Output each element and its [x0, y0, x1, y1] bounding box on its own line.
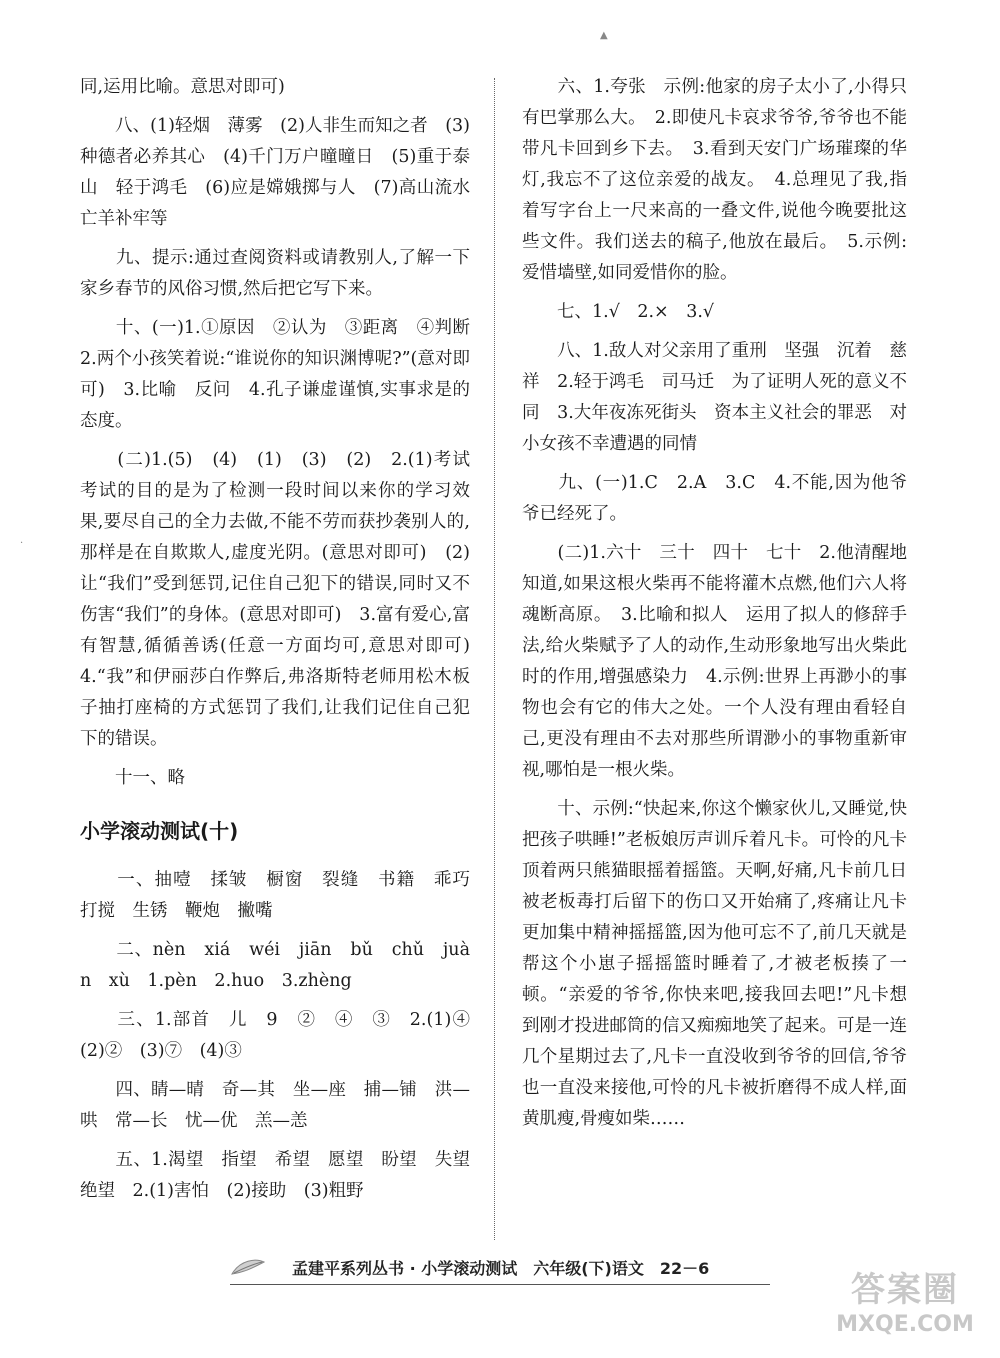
answer-paragraph: 九、提示:通过查阅资料或请教别人,了解一下家乡春节的风俗习惯,然后把它写下来。 — [80, 248, 470, 299]
answer-paragraph: 五、1.渴望 指望 希望 愿望 盼望 失望 绝望 2.(1)害怕 (2)接助 (3)粗野 — [80, 1150, 488, 1201]
answer-paragraph: (二)1.(5) (4) (1) (3) (2) 2.(1)考试 考试的目的是为了检测一段时间以来你的学习效果,要尽自己的全力去做,不能不劳而获抄袭别人的,那样是在自欺欺人,虚度光阴。(意思对即可) (2)让“我们”受到惩罚,记住自己犯下的错误,同时又不伤害“我们”的身体。(意思对即可) 3.富有爱心,富有智慧,循循善诱(任意一方面均可,意思对即可) 4.“我”和伊丽莎白作弊后,弗洛斯特老师用松木板子抽打座椅的方式惩罚了我们,让我们记住自己犯下的错误。 — [80, 450, 488, 749]
answer-paragraph: 九、(一)1.C 2.A 3.C 4.不能,因为他爷爷已经死了。 — [522, 473, 907, 524]
answer-paragraph: 八、(1)轻烟 薄雾 (2)人非生而知之者 (3)种德者必养其心 (4)千门万户曈曈日 (5)重于泰山 轻于鸿毛 (6)应是嫦娥掷与人 (7)高山流水 亡羊补牢等 — [80, 116, 488, 229]
answer-paragraph: 一、抽噎 揉皱 橱窗 裂缝 书籍 乖巧 打搅 生锈 鞭炮 撇嘴 — [80, 870, 488, 921]
answer-paragraph: 十、示例:“快起来,你这个懒家伙儿,又睡觉,快把孩子哄睡!”老板娘厉声训斥着凡卡。可怜的凡卡顶着两只熊猫眼摇着摇篮。天啊,好痛,凡卡前几日被老板毒打后留下的伤口又开始痛了,疼痛让凡卡更加集中精神摇摇篮,因为他可忘不了,前几天就是帮这个小崽子摇摇篮时睡着了,才被老板揍了一顿。“亲爱的爷爷,你快来吧,接我回去吧!”凡卡想到刚才投进邮筒的信又痴痴地笑了起来。可是一连几个星期过去了,凡卡一直没收到爷爷的回信,爷爷也一直没来接他,可怜的凡卡被折磨得不成人样,面黄肌瘦,骨瘦如柴…… — [522, 799, 907, 1129]
top-mark: ▲ — [600, 30, 608, 41]
answer-paragraph: 四、睛—晴 奇—其 坐—座 捕—铺 洪—哄 常—长 忧—优 羔—恙 — [80, 1080, 470, 1131]
watermark-sub: MXQE.COM — [836, 1312, 974, 1337]
page-footer — [230, 1252, 810, 1282]
answer-paragraph: 七、1.√ 2.× 3.√ — [522, 302, 715, 322]
side-mark: · — [20, 538, 24, 549]
leaf-logo-icon — [230, 1256, 266, 1278]
footer-rule — [230, 1284, 770, 1285]
answer-paragraph: 十、(一)1.①原因 ②认为 ③距离 ④判断 2.两个小孩笑着说:“谁说你的知识渊博呢?”(意对即可) 3.比喻 反问 4.孔子谦虚谨慎,实事求是的态度。 — [80, 318, 488, 431]
footer-text: 孟建平系列丛书 · 小学滚动测试 六年级(下)语文 22－6 — [292, 1258, 710, 1278]
section-title: 小学滚动测试(十) — [80, 819, 239, 843]
answer-paragraph: 三、1.部首 儿 9 ② ④ ③ 2.(1)④ (2)② (3)⑦ (4)③ — [80, 1010, 488, 1061]
answer-paragraph: 十一、略 — [80, 768, 185, 788]
watermark-main: 答案圈 — [851, 1270, 959, 1310]
watermark-logo — [830, 1268, 980, 1348]
answer-paragraph: 六、1.夸张 示例:他家的房子太小了,小得只有巴掌那么大。 2.即使凡卡哀求爷爷,爷爷也不能带凡卡回到乡下去。 3.看到天安门广场璀璨的华灯,我忘不了这位亲爱的战友。 4.总理见了我,指着写字台上一尺来高的一叠文件,说他今晚要批这些文件。我们送去的稿子,他放在最后。 5.示例:爱惜墙壁,如同爱惜你的脸。 — [522, 77, 907, 283]
column-divider — [494, 78, 495, 1240]
answer-paragraph: 八、1.敌人对父亲用了重刑 坚强 沉着 慈祥 2.轻于鸿毛 司马迁 为了证明人死的意义不同 3.大年夜冻死街头 资本主义社会的罪恶 对小女孩不幸遭遇的同情 — [522, 341, 907, 454]
answer-paragraph: 同,运用比喻。意思对即可) — [80, 77, 285, 97]
answer-paragraph: (二)1.六十 三十 四十 七十 2.他清醒地知道,如果这根火柴再不能将灌木点燃,他们六人将魂断高原。 3.比喻和拟人 运用了拟人的修辞手法,给火柴赋予了人的动作,生动形象地写出火柴此时的作用,增强感染力 4.示例:世界上再渺小的事物也会有它的伟大之处。一个人没有理由看轻自己,更没有理由不去对那些所谓渺小的事物重新审视,哪怕是一根火柴。 — [522, 543, 907, 780]
answer-paragraph: 二、nèn xiá wéi jiān bǔ chǔ juàn xù 1.pèn 2.huo 3.zhèng — [80, 940, 470, 991]
left-column — [80, 72, 488, 1215]
right-column — [522, 72, 907, 1143]
